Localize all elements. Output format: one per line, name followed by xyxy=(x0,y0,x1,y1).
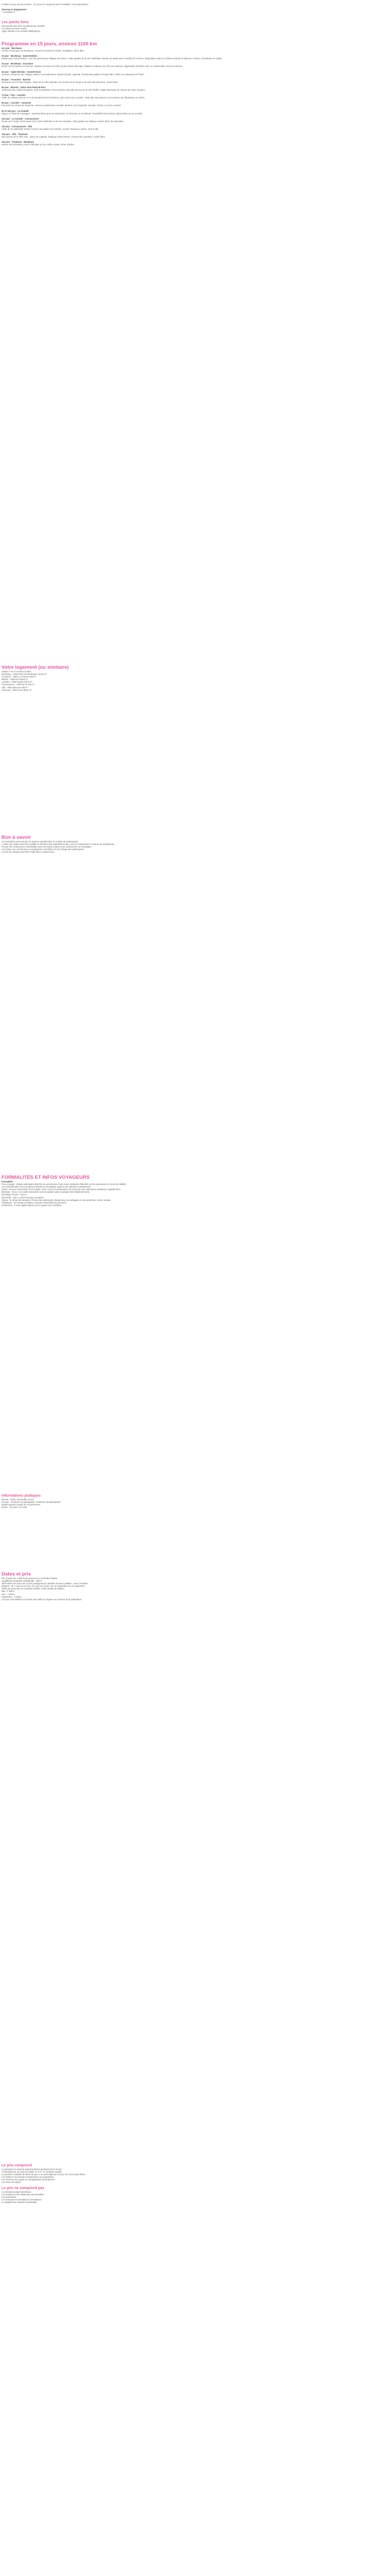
formalites-line: Décalage horaire : aucun. xyxy=(2,1193,27,1196)
voyage-line: Biarritz : Hôtel du Palais 3* xyxy=(2,678,28,681)
day-text: Descente vers le Pays basque. Visite de la ville impériale, du Rocher de la Vierge et du port des pêcheurs. Soirée libre. xyxy=(2,80,119,83)
dates-line: Supplément chambre individuelle : 590 € xyxy=(2,1580,42,1583)
header-block xyxy=(2,3,388,13)
day-text: Retour vers Bordeaux, arrêt à Moissac et son cloître roman. Dîner d'adieu. xyxy=(2,143,75,146)
formalites-line: Pour voyager, chaque participant doit être en possession d'une carte nationale d'identité ou d'un passeport en cours de validité. xyxy=(2,1183,127,1186)
day-title: 3e jour : Bordeaux - Arcachon xyxy=(2,62,34,65)
programme-title: Programme en 15 jours, environ 1100 km xyxy=(2,41,97,47)
prix-line: L'hébergement 14 nuits en hôtels 3* et 4* en chambre double xyxy=(2,2171,62,2174)
prix-title: Le prix comprend xyxy=(2,2164,32,2167)
prix-non-line: Les boissons et les dépenses personnelles xyxy=(2,2193,44,2196)
formalites-line: Les ressortissants non européens doivent se renseigner auprès des autorités compétentes. xyxy=(2,1185,91,1189)
dates-section xyxy=(2,1571,388,1601)
formalites-line: Santé : aucune vaccination n'est exigée. Nous vous recommandons de souscrire une assurance assistance rapatriement. xyxy=(2,1188,121,1191)
bon-savoir-section xyxy=(2,835,388,853)
dates-line: Tarif enfant de moins de 12 ans partageant la chambre de deux adultes : nous consulter xyxy=(2,1582,88,1585)
day-text: Route vers le bassin d'Arcachon. Montée à la dune du Pilat, la plus haute d'Europe, balade en bateau vers l'île aux Oiseaux, dégustation d'huîtres chez un ostréiculteur. Nuit à Arcachon. xyxy=(2,65,183,68)
services-title: Services et équipement xyxy=(2,8,27,11)
day-title: 9e et 10e jour : La Grande xyxy=(2,109,29,112)
intro-line: Découverte des sites du patrimoine mondial xyxy=(2,25,45,27)
intro-line: Aglez Morlaix à La Grande Wellingtons... xyxy=(2,30,42,33)
day-title: 4e jour : Aglez Morlaix - Grande Dune xyxy=(2,70,41,73)
day-title: 8e jour : Lourdes - Gavarnie xyxy=(2,101,31,105)
prix-line: Les taxes de séjour xyxy=(2,2181,21,2184)
day-text: Journée consacrée aux villages côtiers et au patrimoine naturel du parc régional. Promenade guidée et temps libre. Dîner au restaurant de l'hôtel. xyxy=(2,73,144,76)
voyage-line: Lourdes : Hôtel Sainte-Rose 3* xyxy=(2,681,32,684)
day-text: Visite du château d'Henri IV et du boulevard des Pyrénées, puis route vers Lourdes. Visite des sanctuaires et procession aux flambeaux en soirée. xyxy=(2,96,145,99)
prix-section xyxy=(2,2164,388,2204)
voyage-line: Toulouse : Hôtel Ours Blanc 3* xyxy=(2,688,32,691)
intro-section xyxy=(2,21,388,32)
voyage-line: Albi : Hôtel Mercure Albi 3* xyxy=(2,686,28,689)
prix-non-line: Les pourboires xyxy=(2,2195,17,2198)
infos-tech-section xyxy=(2,1494,388,1509)
voyage-line: Hôtels 3* et 4* normes locales xyxy=(2,670,31,673)
prix-non-line: Le transport jusqu'à Bordeaux xyxy=(2,2190,31,2193)
day-text: Départ pour Saint-Emilion, l'une des plus beaux villages de France. Visite guidée de la cité médiévale classée au patrimoine mondial de l'Unesco, dégustation dans un château viticole et déjeuner. Retour à Bordeaux en soirée. xyxy=(2,57,223,60)
formalites-line: Électricité : 220 V, prises de type européen. xyxy=(2,1196,44,1199)
infos-tech-line: Groupe : minimum 10 participants, maximum 30 participants xyxy=(2,1501,61,1504)
formalites-line: Climat : le climat est tempéré. Prévoir des vêtements chauds pour la montagne et une protection contre la pluie. xyxy=(2,1198,111,1201)
header-line: Forfait Ce pour qui sont auteur : Ce qu'on le comprend pas Formalités / Correspondance xyxy=(2,3,89,6)
prix-line: La pension complète du dîner du jour 1 au petit-déjeuner du jour 15, hors repas libres xyxy=(2,2173,86,2176)
day-title: 6e jour : Biarritz - Saint-Jean-Pied-de-Port xyxy=(2,86,46,89)
dates-title: Dates et prix xyxy=(2,1571,31,1577)
formalites-line: Formalités xyxy=(2,1180,13,1183)
day-title: 7e jour : Pau - Lourdes xyxy=(2,94,26,97)
infos-tech-line: Niveau : facile, accessible à tous xyxy=(2,1498,34,1501)
bon-savoir-line: Les transferts sont assurés en autocar privatif selon le nombre de participants. xyxy=(2,840,79,843)
bon-savoir-line: Les repas non mentionnés au programme sont libres et à la charge des participants. xyxy=(2,848,85,851)
day-title: 11e jour : La Grande - Carcassonne xyxy=(2,117,39,120)
bon-savoir-title: Bon à savoir xyxy=(2,835,31,840)
day-title: 1er jour : Bordeaux xyxy=(2,47,22,49)
day-text: Route vers l'Aude. Découverte de la Cité médiévale et de ses remparts, visite guidée du château comtal. Dîner de cassoulet. xyxy=(2,120,124,123)
day-text: Séjour en hôtel de montagne. Journées libres pour la randonnée, les thermes ou la détente. Possibilité d'excursions optionnelles au pic du Midi. xyxy=(2,112,143,115)
prix-line: Les visites et excursions mentionnées au programme xyxy=(2,2176,54,2179)
dates-line: Prix à partir de 2 390 € par personne en chambre double xyxy=(2,1577,57,1580)
voyage-title: Votre logement (ou similaire) xyxy=(2,665,69,670)
day-title: 12e jour : Carcassonne - Albi xyxy=(2,125,32,128)
services-bullet: • Conseiller R xyxy=(2,11,388,13)
formalites-title: FORMALITÉS ET INFOS VOYAGEURS xyxy=(2,1175,90,1180)
prix-line: Le transport en autocar grand tourisme pendant tout le circuit xyxy=(2,2168,62,2171)
dates-line: Juin : 2 490 € xyxy=(2,1592,15,1596)
dates-line: Départs : du 7 mai au 21 mai, du 4 juin au 18 juin, du 10 septembre au 24 septembre xyxy=(2,1585,85,1588)
voyage-line: Arcachon : Hôtel Le Grand Hôtel 4* xyxy=(2,675,37,679)
voyage-line: Carcassonne : Hôtel de la Cité 4* xyxy=(2,683,35,686)
day-text: Excursion au cirque de Gavarnie, classé au patrimoine mondial. Marche vers la grande cascade. Retour et nuit à Lourdes. xyxy=(2,104,122,107)
day-text: Arrivée à l'aéroport de Bordeaux. Accueil et transfert à l'hôtel. Installation, dîner libre. xyxy=(2,49,85,53)
bon-savoir-line: Prévoir des chaussures confortables pour les visites à pied et les randonnées en montagne. xyxy=(2,845,92,849)
day-text: Traversée des collines basques, arrêt à Espelette et ses piments, puis découverte de la cité fortifiée, étape historique du chemin de Saint-Jacques. xyxy=(2,89,146,92)
day-title: 2e jour : Bordeaux - Saint-Emilion xyxy=(2,55,37,58)
day-text: Découverte de la Ville rose : place du Capitole, basilique Saint-Sernin, couvent des Jacobins. Soirée libre. xyxy=(2,135,106,139)
bon-savoir-line: Le port du masque peut être exigé dans certains lieux. xyxy=(2,851,55,854)
prix-non-line: Les assurances annulation et assistance xyxy=(2,2198,42,2201)
dates-line: Tarifs par personne en chambre double, selon la date de départ : xyxy=(2,1587,66,1590)
dates-line: Mai : 2 390 € xyxy=(2,1590,14,1593)
dates-line: Les prix sont établis sur la base des tarifs en vigueur au moment de la publication. xyxy=(2,1598,83,1601)
intro-line: La culture de notre voisin xyxy=(2,27,27,30)
voyage-section xyxy=(2,665,388,691)
prix-non-title: Le prix ne comprend pas xyxy=(2,2186,44,2190)
prix-non-line: Le supplément chambre individuelle xyxy=(2,2200,37,2204)
infos-tech-title: Informations pratiques xyxy=(2,1494,41,1498)
formalites-section xyxy=(2,1175,388,1207)
infos-tech-line: Durée : 15 jours / 14 nuits xyxy=(2,1506,27,1509)
prix-line: Les services d'un guide accompagnateur francophone xyxy=(2,2178,55,2181)
infos-tech-line: Départ garanti à partir de 10 personnes xyxy=(2,1503,41,1506)
programme-section xyxy=(2,41,388,146)
day-text: Visite de la cathédrale Sainte-Cécile et du palais de la Berbie, musée Toulouse-Lautrec. Nuit à Albi. xyxy=(2,127,99,130)
dates-line: Septembre : 2 450 € xyxy=(2,1595,22,1598)
day-title: 5e jour : Arcachon - Biarritz xyxy=(2,78,31,81)
intro-title: Les points forts xyxy=(2,21,29,24)
day-title: 14e jour : Toulouse - Bordeaux xyxy=(2,141,34,144)
bon-savoir-line: L'ordre des visites peut être modifié en fonction des impératifs locaux, tout en respectant le contenu du programme. xyxy=(2,843,115,846)
voyage-line: Bordeaux : Hôtel Mercure Bordeaux Centre 4* xyxy=(2,673,47,676)
day-title: 13e jour : Albi - Toulouse xyxy=(2,133,28,136)
formalites-line: Monnaie : l'euro. Les cartes bancaires sont acceptées dans la plupart des établissements. xyxy=(2,1191,90,1194)
formalites-line: Pourboires : à votre appréciation pour le guide et le chauffeur. xyxy=(2,1204,62,1207)
formalites-line: Téléphone : les réseaux mobiles couvrent l'ensemble du parcours. xyxy=(2,1201,67,1204)
